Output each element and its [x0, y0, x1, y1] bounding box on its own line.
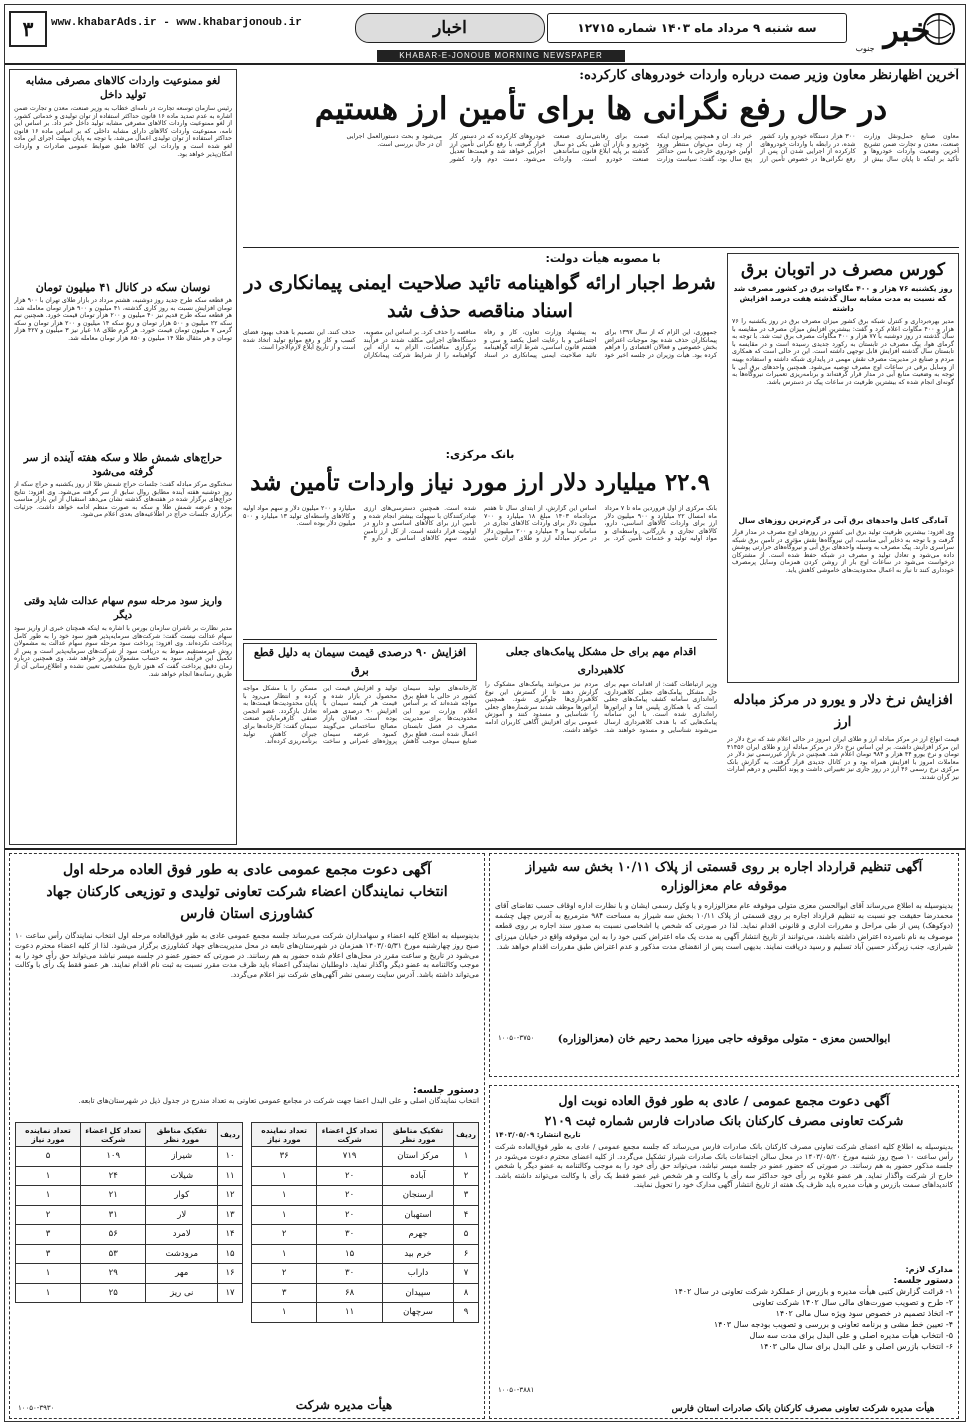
rule-under-cbank [243, 639, 717, 640]
sms-article [485, 643, 717, 843]
table-cell: شیلات [146, 1166, 218, 1186]
lead-kicker-wrap [243, 68, 959, 88]
table-cell: ۲۹ [81, 1264, 146, 1284]
table-cell: ۳ [252, 1283, 317, 1303]
table-row [16, 1283, 243, 1303]
cement-body: کارخانه‌های تولید سیمان کشور در حالی با قطع برق مواجه شده‌اند که بر اساس اعلام وزارت نیرو این محدودیت‌ها برای مدیریت مصرف در فصل تابستان اعمال شده است. قطع برق صنایع سیمان موجب کاهش تولید و افزایش قیمت این محصول در بازار شده و قیمت هر کیسه سیمان با افزایش ۹۰ درصدی همراه بوده است. فعالان بازار مصالح ساختمانی می‌گویند کمبود عرضه سیمان پروژه‌های عمرانی و ساخت مسکن را با مشکل مواجه کرده و انتظار می‌رود با پایان محدودیت‌ها قیمت‌ها به تعادل بازگردد. عضو انجمن صنفی کارفرمایان صنعت سیمان گفت: کارخانه‌ها برای جبران کاهش تولید برنامه‌ریزی کرده‌اند. [243, 685, 477, 746]
ad-bank-agenda [495, 1286, 953, 1352]
table-cell: ۱ [16, 1264, 81, 1284]
table-row [16, 1244, 243, 1264]
table-row [252, 1205, 479, 1225]
cbank-kicker: بانک مرکزی: [445, 448, 515, 461]
table-cell: نی ریز [146, 1283, 218, 1303]
ad-coop-agenda-body: انتخاب نمایندگان اصلی و علی البدل اعضا جهت شرکت در مجامع عمومی تعاونی به تعداد مندرج در جدول ذیل در شهرستان‌های تابعه. [78, 1096, 479, 1105]
ad-bank-body: بدینوسیله به اطلاع کلیه اعضای شرکت تعاونی مصرف کارکنان بانک صادرات فارس می‌رساند که جلسه مجمع عمومی / عادی به طور فوق‌العاده شرکت رأس ساعت ۱۰ صبح روز شنبه مورخ ۱۴۰۳/۰۵/۲۰ در محل سالن اجتماعات بانک صادرات شیراز تشکیل می‌گردد. از کلیه اعضای محترم دعوت می‌شود در جلسه مذکور حضور به هم رسانند. در صورتی که حضور عضو در جلسه میسر نباشد، می‌تواند حق رأی خود را به موجب وکالتنامه به عضو دیگر یا شخص خارج از شرکت واگذار نماید. هر عضو علاوه بر رأی خود حداکثر سه رأی با وکالت و هر شخص غیر عضو فقط یک رأی با وکالت می‌تواند داشته باشد. کاندیداهای سمت بازرس و هیأت مدیره باید ظرف یک هفته از تاریخ انتشار آگهی مدارک خود را تحویل نمایند. [495, 1142, 953, 1190]
sms-body: وزیر ارتباطات گفت: از اقدامات مهم برای حل مشکل پیامک‌های جعلی کلاهبرداری، راه‌اندازی سامانه کشف پیامک‌های جعلی است که با همکاری پلیس فتا و اپراتورها راه‌اندازی شده است. با این سامانه پیامک‌هایی که با هدف کلاهبرداری ارسال می‌شوند شناسایی و مسدود خواهند شد. مردم نیز می‌توانند پیامک‌های مشکوک را گزارش دهند تا از گسترش این نوع کلاهبرداری‌ها جلوگیری شود. همچنین اپراتورها موظف شدند سرشماره‌های جعلی را شناسایی و مسدود کنند و آموزش عمومی برای افزایش آگاهی کاربران ادامه خواهد داشت. [485, 681, 717, 734]
header-rule [5, 63, 965, 65]
table-cell: ۳ [16, 1225, 81, 1245]
delegates-table-right-wrap [251, 1122, 479, 1323]
table-row [252, 1283, 479, 1303]
ad-bank-date: تاریخ انتشار: ۱۴۰۳/۰۵/۰۹ [495, 1131, 581, 1139]
table-cell: داراب [382, 1264, 453, 1284]
table-cell: ۶۸ [317, 1283, 383, 1303]
table-cell: ۳ [16, 1244, 81, 1264]
ad-bank-docs-label: مدارک لازم: [905, 1265, 953, 1274]
table-cell: خرم بید [382, 1244, 453, 1264]
table-cell: ۳۰ [317, 1264, 383, 1284]
logo-text: خبر [883, 11, 931, 49]
issue-dateline: سه شنبه ۹ مرداد ماه ۱۴۰۳ شماره ۱۲۷۱۵ [547, 13, 847, 43]
ad-agri-coop [9, 853, 485, 1419]
ad-bank-code: ۱۰۰۵۰-۳۸۸۱ [498, 1386, 535, 1394]
table-row [252, 1303, 479, 1323]
delegates-tables [15, 1122, 479, 1323]
ad-bank-title: آگهی دعوت مجمع عمومی / عادی به طور فوق العاده نوبت اول [558, 1093, 890, 1108]
table-cell: ۱۵ [317, 1244, 383, 1264]
table-cell: سپیدان [382, 1283, 453, 1303]
table-cell: ۱ [454, 1147, 479, 1167]
table-cell: ۱ [16, 1186, 81, 1206]
table-cell: ۵ [454, 1225, 479, 1245]
electricity-body: مدیر بهره‌برداری و کنترل شبکه برق کشور میزان مصرف برق در روز یکشنبه را ۷۶ هزار و ۴۰۰ مگاوات اعلام کرد و گفت: بیشترین افزایش میزان مصرف در مقایسه با سال گذشته در روز دوشنبه با ۷۷ هزار و ۴۰۰ مگاوات مصرف برق ثبت شد. با توجه به گرمای هوا، پیک مصرف در تابستان به رکورد جدیدی رسیده است و در مقایسه با تابستان سال گذشته افزایش قابل توجهی داشته است. این در حالی است که همکاری مردم و صنایع در مدیریت مصرف نقش مهمی در پایداری شبکه داشته و استفاده بهینه از وسایل برقی در ساعات اوج مصرف توصیه می‌شود. همچنین واحدهای برق آبی با توجه به وضعیت منابع آبی در مدار قرار گرفته‌اند و برنامه‌ریزی تعمیرات نیروگاه‌ها به گونه‌ای انجام شده که بیشترین ظرفیت در ساعات پیک در دسترس باشد. [732, 318, 954, 386]
table-row [16, 1166, 243, 1186]
electricity-title: کورس مصرف در اتوبان برق [740, 260, 946, 280]
delegates-table-right [251, 1122, 479, 1323]
table-row [16, 1264, 243, 1284]
agenda-item: ۲- طرح و تصویب صورت‌های مالی سال ۱۴۰۲ شرکت تعاونی [752, 1298, 953, 1307]
electricity-subhead: آمادگی کامل واحدهای برق آبی در گرم‌ترین روزهای سال [738, 516, 948, 525]
table-cell: ۱۱ [317, 1303, 383, 1323]
ad-land-subtitle: موقوفه عام معزالوزاره [660, 879, 788, 894]
lead-body: معاون صنایع حمل‌ونقل وزارت صنعت، معدن و تجارت ضمن تشریح آخرین وضعیت واردات خودروها و تأکید بر اینکه تا پایان سال بیش از ۳۰۰ هزار دستگاه خودرو وارد کشور شده، در رابطه با واردات خودروهای کارکرده از اجرایی شدن آن پس از رفع نگرانی‌ها در خصوص تأمین ارز خبر داد. آن و همچنین پیرامون اینکه از چه زمان می‌توان منتظر ورود اولین خودروی خارجی با سن حداکثر پنج سال بود، گفت: سیاست وزارت صمت برای رقابتی‌سازی صنعت خودرو و بازار آن طی یکی دو سال گذشته بر پایه ابلاغ قانون ساماندهی صنعت خودرو است. واردات خودروهای کارکرده که در دستور کار قرار گرفته، با رفع نگرانی تأمین ارز اجرایی خواهد شد و قیمت‌ها تعدیل می‌شود. دست دوم وارد کشور می‌شود و بحث دستورالعمل اجرایی آن در حال بررسی است. [346, 133, 959, 163]
column-header: تفکیک مناطق مورد نظر [382, 1123, 453, 1147]
column-header: ردیف [454, 1123, 479, 1147]
left-a1-title: لغو ممنوعیت واردات کالاهای مصرفی مشابه تولید داخل [25, 75, 221, 101]
table-cell: ۳۶ [252, 1147, 317, 1167]
electricity-article [727, 253, 959, 683]
table-cell: ۶ [454, 1244, 479, 1264]
cbank-headline: ۲۲.۹ میلیارد دلار ارز مورد نیاز واردات تأمین شد [250, 469, 710, 496]
cabinet-headline: شرط اجبار ارائه گواهینامه تائید صلاحیت ایمنی پیمانکاری در اسناد مناقصه حذف شد [244, 272, 716, 322]
table-cell: ۸ [454, 1283, 479, 1303]
table-header-row [16, 1123, 243, 1147]
table-cell: ۲ [16, 1205, 81, 1225]
column-header: تفکیک مناطق مورد نظر [146, 1123, 218, 1147]
sms-title: اقدام مهم برای حل مشکل پیامک‌های جعلی کلاهبرداری [505, 646, 697, 676]
table-cell: ۱ [16, 1166, 81, 1186]
column-header: تعداد کل اعضاء شرکت [317, 1123, 383, 1147]
left-a3-body: سخنگوی مرکز مبادله گفت: جلسات حراج شمش طلا از روز یکشنبه و حراج سکه از روز دوشنبه هفته آینده مطابق روال سابق از سر گرفته می‌شود. وی افزود: نتایج حراج‌های برگزار شده در هفته‌های گذشته نشان می‌دهد استقبال از این بازار مناسب بوده و عرضه شمش طلا و سکه به صورت منظم ادامه خواهد داشت. جزئیات برگزاری جلسات حراج در اطلاعیه‌های بعدی اعلام می‌شود. [14, 481, 232, 519]
table-cell: ۱ [16, 1283, 81, 1303]
table-cell: ۴ [454, 1205, 479, 1225]
table-cell: سرچهان [382, 1303, 453, 1323]
table-row [16, 1186, 243, 1206]
table-cell: جهرم [382, 1225, 453, 1245]
table-cell: ۲۰ [317, 1205, 383, 1225]
table-cell: ۳۰ [317, 1225, 383, 1245]
cabinet-body: جمهوری، این الزام که از سال ۱۳۹۷ برای پیمانکاران حذف شده بود موجبات اعتراض بخش خصوصی و فعالان اقتصادی را فراهم کرده بود. هیأت وزیران در جلسه اخیر خود به پیشنهاد وزارت تعاون، کار و رفاه اجتماعی و با رعایت اصل یکصد و سی و هشتم قانون اساسی، شرط ارائه گواهینامه تائید صلاحیت ایمنی پیمانکاری در اسناد مناقصه را حذف کرد. بر اساس این مصوبه، دستگاه‌های اجرایی مکلف شدند در فرآیند برگزاری مناقصات، الزام به ارائه این گواهینامه را از شرایط شرکت پیمانکاران حذف کنند. این تصمیم با هدف بهبود فضای کسب و کار و رفع موانع تولید اتخاذ شده است و از تاریخ ابلاغ لازم‌الاجرا است. [243, 329, 717, 359]
table-cell: ۵۳ [81, 1244, 146, 1264]
table-cell: ۱۱ [218, 1166, 243, 1186]
left-a3-title: حراج‌های شمش طلا و سکه هفته آینده از سر گرفته می‌شود [23, 452, 223, 478]
table-cell: ۲ [252, 1225, 317, 1245]
electricity-body-2: وی افزود: بیشترین ظرفیت تولید برق آبی کشور در روزهای اوج مصرف در مدار قرار گرفت و با توجه به ذخایر آبی مناسب، این نیروگاه‌ها نقش مؤثری در تأمین برق شبکه سراسری دارند. پیک مصرف به وسیله واحدهای برق آبی و نیروگاه‌های حرارتی پوشش داده می‌شود و تعادل تولید و مصرف در شبکه حفظ شده است. از مشترکان درخواست می‌شود در ساعات اوج بار از روشن کردن همزمان وسایل پرمصرف خودداری کنند تا نیاز به اعمال محدودیت‌های خاموشی کاهش یابد. [732, 529, 954, 574]
cabinet-kicker: با مصوبه هیأت دولت: [545, 252, 661, 265]
table-cell: آباده [382, 1166, 453, 1186]
agenda-item: ۱- قرائت گزارش کتبی هیأت مدیره و بازرس از عملکرد شرکت تعاونی در سال ۱۴۰۲ [674, 1287, 953, 1296]
ad-land-code: ۱۰۰۵۰-۳۷۵۰ [498, 1034, 535, 1042]
delegates-table-left [15, 1122, 243, 1303]
website-link[interactable]: www.khabarAds.ir - www.khabarjonoub.ir [51, 17, 302, 29]
ad-coop-code: ۱۰۰۵۰-۳۹۳۰ [18, 1404, 55, 1412]
ad-bank-signature: هیأت مدیره شرکت تعاونی مصرف کارکنان بانک صادرات استان فارس [671, 1404, 935, 1414]
table-row [252, 1166, 479, 1186]
table-cell: ۱ [252, 1186, 317, 1206]
table-cell: ۱۲ [218, 1186, 243, 1206]
table-cell: ۲۰ [317, 1166, 383, 1186]
exchange-title: افزایش نرخ دلار و یورو در مرکز مبادله ارز [733, 692, 953, 730]
table-cell: ۹ [454, 1303, 479, 1323]
lead-headline: در حال رفع نگرانی ها برای تأمین ارز هستیم [314, 91, 888, 127]
table-cell: ارسنجان [382, 1186, 453, 1206]
table-cell: ۷۱۹ [317, 1147, 383, 1167]
table-cell: ۲۱ [81, 1186, 146, 1206]
page-number: ۳ [9, 11, 47, 47]
table-cell: ۵۶ [81, 1225, 146, 1245]
ad-land-body: بدینوسیله به اطلاع می‌رساند آقای ابوالحسن معزی متولی موقوفه عام معزالوزاره و یا وکیل رسمی ایشان و با نظارت اداره اوقاف حسب تقاضای آقای محمدرضا حقیقت جو نسبت به تنظیم قرارداد اجاره بر روی قسمتی از پلاک ۱۰/۱۱ بخش سه شیراز به مساحت ۹۸۴ مترمربع به آدرس چهل چشمه (دوکوهک) پس از طی مراحل و مقررات اداری و قانونی اقدام نماید. لذا در صورتی که شخص یا اشخاصی نسبت به صدور سند اجاره بر روی قطعه موصوف به نام نامبرده اعتراض داشته باشند، می‌توانند از تاریخ انتشار آگهی به مدت یک ماه اعتراض کتبی خود را به این موقوفه واقع در خیابان میرزای شیرازی، جنب زیرگذر حسین آباد تسلیم و رسید دریافت نمایند. بدیهی است پس از انقضای مدت مذکور و عدم اعتراض طبق مقررات اقدام خواهد شد. [495, 901, 953, 951]
column-header: تعداد کل اعضاء شرکت [81, 1123, 146, 1147]
table-cell: ۱۵ [218, 1244, 243, 1264]
table-cell: ۳ [454, 1186, 479, 1206]
lead-kicker: آخرین اظهارنظر معاون وزیر صمت درباره واردات خودروهای کارکرده: [579, 68, 959, 83]
table-cell: لار [146, 1205, 218, 1225]
table-cell: ۱۰ [218, 1147, 243, 1167]
table-cell: ۷ [454, 1264, 479, 1284]
agenda-item: ۴- تعیین خط مشی و برنامه تعاونی و بررسی و تصویب بودجه سال ۱۴۰۳ [713, 1320, 953, 1329]
table-row [252, 1147, 479, 1167]
left-a4-title: واریز سود مرحله سوم سهام عدالت شاید وقتی دیگر [23, 596, 223, 621]
table-cell: ۲۰ [317, 1186, 383, 1206]
ad-coop-title: آگهی دعوت مجمع عمومی عادی به طور فوق العاده مرحله اول [62, 862, 432, 878]
table-cell: ۱۴ [218, 1225, 243, 1245]
ad-land-lease [489, 853, 959, 1077]
left-a4-body: مدیر نظارت بر ناشران سازمان بورس با اشاره به اینکه همچنان خبری از واریز سود سهام عدالت نیست گفت: شرکت‌های سرمایه‌پذیر هنوز سود خود را به طور کامل پرداخت نکرده‌اند. وی افزود: پرداخت سود مرحله سوم سهام عدالت به مشمولان روش غیرمستقیم منوط به دریافت سود از شرکت‌های سرمایه‌پذیر است و پس از تکمیل این فرآیند، سود به حساب مشمولان واریز خواهد شد. وی همچنین درباره زمان دقیق پرداخت گفت که هنوز تاریخ مشخصی تعیین نشده و اطلاع‌رسانی آن از طریق رسانه‌ها انجام خواهد شد. [14, 625, 232, 678]
ad-bank-agenda-title: دستور جلسه: [893, 1276, 953, 1286]
table-row [252, 1244, 479, 1264]
column-header: تعداد نماینده مورد نیاز [16, 1123, 81, 1147]
agenda-item: ۵- انتخاب هیأت مدیره اصلی و علی البدل برای مدت سه سال [749, 1331, 953, 1340]
table-cell: ۱۳ [218, 1205, 243, 1225]
logo-sub: جنوب [855, 44, 875, 53]
newspaper-logo [851, 7, 959, 55]
rule-under-lead [243, 247, 959, 248]
cement-article [243, 643, 477, 843]
electricity-subtitle: روز یکشنبه ۷۶ هزار و ۴۰۰ مگاوات برق در کشور مصرف شد که نسبت به مدت مشابه سال گذشته هفت درصد افزایش داشته [733, 284, 953, 313]
left-a1-body: رئیس سازمان توسعه تجارت در نامه‌ای خطاب به وزیر صنعت، معدن و تجارت ضمن اشاره به عدم تمدید ماده ۱۶ قانون حداکثر استفاده از توان تولیدی و خدماتی کشور، از لغو ممنوعیت واردات کالاهای مصرفی مشابه تولید داخل خبر داد. بر اساس این نامه، ممنوعیت واردات کالاهای دارای مشابه داخلی که بر اساس ماده ۱۶ قانون حداکثر استفاده از توان تولیدی اعمال می‌شد، با توجه به پایان مهلت اجرای این ماده لغو شده است و واردات این کالاها طبق ضوابط عمومی صادرات و واردات امکان‌پذیر خواهد بود. [14, 105, 232, 158]
table-cell: ۲ [252, 1264, 317, 1284]
table-row [252, 1264, 479, 1284]
table-cell: استهبان [382, 1205, 453, 1225]
delegates-table-left-wrap [15, 1122, 243, 1323]
ad-bank-coop [489, 1085, 959, 1419]
ad-coop-body: بدینوسیله به اطلاع کلیه اعضاء و سهامداران شرکت می‌رساند جلسه مجمع عمومی عادی به طور فوق‌العاده مرحله اول انتخاب نمایندگان رأس ساعت ۱۰ صبح روز چهارشنبه مورخ ۱۴۰۳/۰۵/۳۱ همزمان در شهرستان‌های تابعه در محل مدیریت‌های جهاد کشاورزی برگزار می‌شود. لذا از کلیه اعضاء محترم دعوت می‌شود در تاریخ و ساعت مقرر در محل‌های اعلام شده حضور به هم رسانند. در صورتی که حضور عضو در جلسه میسر نباشد می‌تواند حق رأی خود را به موجب وکالتنامه به عضو دیگر واگذار نماید. داوطلبان نمایندگی اعضاء باید ظرف مدت مقرر نسبت به ثبت نام اقدام نمایند. هر عضو فقط یک رأی با وکالت می‌تواند داشته باشد. آدرس سایت رسمی نشر آگهی‌های شرکت نیز اعلام می‌گردد. [15, 931, 479, 980]
table-row [16, 1225, 243, 1245]
left-a2-body: هر قطعه سکه طرح جدید روز دوشنبه، هشتم مرداد در بازار طلای تهران با ۹۰۰ هزار تومان افزایش نسبت به روز کاری گذشته، ۴۱ میلیون و ۹۰۰ هزار تومان معامله شد. هر قطعه سکه طرح قدیم نیز ۴۰ میلیون و ۲۰۰ هزار تومان قیمت خورد. همچنین نیم سکه ۲۲ میلیون و ۵۰۰ هزار تومان و ربع سکه ۱۴ میلیون و ۲۰۰ هزار تومان و سکه گرمی ۷ میلیون تومان قیمت خورد. هر گرم طلای ۱۸ عیار نیز ۳ میلیون و ۴۲۷ هزار تومان و هر مثقال طلا ۱۴ میلیون و ۸۵۰ هزار تومان معامله شد. [14, 297, 232, 342]
table-cell: ۲۴ [81, 1166, 146, 1186]
agenda-item: ۳- اتخاذ تصمیم در خصوص سود ویژه سال مالی ۱۴۰۲ [775, 1309, 953, 1318]
newspaper-page [4, 4, 966, 1422]
table-row [16, 1205, 243, 1225]
ad-land-title: آگهی تنظیم قرارداد اجاره بر روی قسمتی از پلاک ۱۰/۱۱ بخش سه شیراز [525, 860, 923, 875]
cement-title: افزایش ۹۰ درصدی قیمت سیمان به دلیل قطع برق [243, 643, 477, 681]
section-title: اخبار [355, 13, 545, 43]
table-cell: ۲۵ [81, 1283, 146, 1303]
table-cell: ۱ [252, 1166, 317, 1186]
cbank-body: بانک مرکزی از اول فروردین ماه تا ۷ مرداد ماه امسال ۲۲ میلیارد و ۹۰۰ میلیون دلار ارز برای واردات کالاهای اساسی، دارو، کالاهای تجاری و بازرگانی، واسطه‌ای و مواد اولیه تولید و خدمات تأمین کرد. بر اساس این گزارش، از ابتدای سال تا هفتم مردادماه ۱۴۰۳ مبلغ ۱۸ میلیارد و ۷۰۰ میلیون دلار برای واردات کالاهای تجاری در سامانه نیما و ۴ میلیارد و ۲۰۰ میلیون دلار در مرکز مبادله ارز و طلای ایران تأمین شده است. همچنین دسترسی‌های ارزی صادرکنندگان با سهولت بیشتر انجام شده و تأمین ارز برای کالاهای اساسی و دارو در اولویت قرار داشته است. از کل ارز تأمین شده، سهم کالاهای اساسی و دارو ۴ میلیارد و ۲۰۰ میلیون دلار و سهم مواد اولیه و کالاهای واسطه‌ای تولید ۱۳ میلیارد و ۵۰۰ میلیون دلار بوده است. [243, 505, 717, 543]
table-cell: ۵ [16, 1147, 81, 1167]
exchange-body: قیمت انواع ارز در مرکز مبادله ارز و طلای ایران امروز در حالی اعلام شد که نرخ دلار در این مرکز افزایش داشت. بر این اساس نرخ دلار در مرکز مبادله ارز و طلای ایران ۴۱۴۵۶ تومان و نرخ یورو ۴۴ هزار و ۹۸۴ تومان اعلام شد. همچنین در بازار غیررسمی نیز دلار در معاملات امروز با افزایش همراه بود و در کانال جدیدی قرار گرفت. به گزارش بانک مرکزی نرخ رسمی ۴۶ ارز در روز جاری نیز تغییراتی داشت و پوند انگلیس و درهم امارات نیز گران شدند. [727, 736, 959, 781]
ad-coop-subtitle: انتخاب نمایندگان اعضاء شرکت تعاونی تولیدی و توزیعی کارکنان جهاد کشاورزی استان فارس [46, 884, 448, 922]
ad-coop-signature: هیأت مدیره شرکت [295, 1398, 393, 1412]
column-header: ردیف [218, 1123, 243, 1147]
table-cell: ۱ [252, 1205, 317, 1225]
column-header: تعداد نماینده مورد نیاز [252, 1123, 317, 1147]
table-cell: ۱۷ [218, 1283, 243, 1303]
table-row [252, 1186, 479, 1206]
english-banner: KHABAR-E-JONOUB MORNING NEWSPAPER [377, 50, 625, 62]
table-cell: ۳۱ [81, 1205, 146, 1225]
ad-bank-subtitle: شرکت تعاونی مصرف کارکنان بانک صادرات فارس شماره ثبت ۲۱۰۹ [544, 1113, 904, 1128]
table-header-row [252, 1123, 479, 1147]
table-cell: شیراز [146, 1147, 218, 1167]
table-cell: ۱ [252, 1303, 317, 1323]
table-cell: ۱۰۹ [81, 1147, 146, 1167]
table-cell: ۱ [252, 1244, 317, 1264]
table-row [16, 1147, 243, 1167]
left-news-column [9, 69, 237, 845]
agenda-item: ۶- انتخاب بازرس اصلی و علی البدل برای سال مالی ۱۴۰۳ [759, 1342, 953, 1351]
table-row [252, 1225, 479, 1245]
table-cell: مرودشت [146, 1244, 218, 1264]
left-a2-title: نوسان سکه در کانال ۴۱ میلیون تومان [35, 281, 211, 294]
table-cell: کوار [146, 1186, 218, 1206]
table-cell: لامرد [146, 1225, 218, 1245]
ad-land-signature: ابوالحسن معزی - متولی موقوفه حاجی میرزا محمد رحیم خان (معزالوزاره) [557, 1033, 891, 1045]
table-cell: مهر [146, 1264, 218, 1284]
table-cell: ۱۶ [218, 1264, 243, 1284]
exchange-article [727, 689, 959, 845]
table-cell: مرکز استان [382, 1147, 453, 1167]
rule-above-ads [5, 848, 965, 850]
masthead [5, 5, 965, 63]
ad-coop-agenda-title: دستور جلسه: [412, 1085, 479, 1096]
table-cell: ۲ [454, 1166, 479, 1186]
